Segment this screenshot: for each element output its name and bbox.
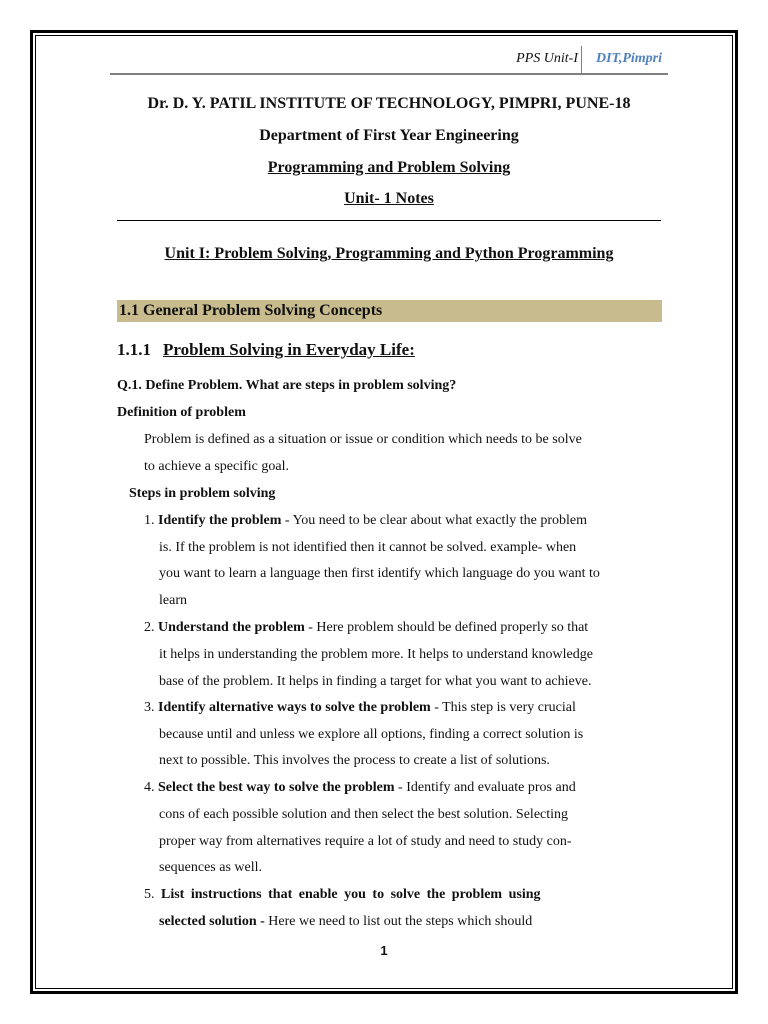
step-number: 1. <box>144 513 155 528</box>
definition-heading: Definition of problem <box>117 405 246 420</box>
unit-title: Unit I: Problem Solving, Programming and Python Programming <box>164 245 614 262</box>
course-title: Programming and Problem Solving <box>267 159 511 176</box>
department-title: Department of First Year Engineering <box>259 127 519 144</box>
header-separator <box>581 46 582 74</box>
step-title: Identify alternative ways to solve the problem <box>158 700 431 715</box>
step-item <box>144 887 541 903</box>
step-text <box>159 914 532 930</box>
step-title: Identify the problem <box>158 513 282 528</box>
question: Q.1. Define Problem. What are steps in problem solving? <box>117 378 457 393</box>
step-text: is. If the problem is not identified then it cannot be solved. example- when <box>159 540 577 555</box>
steps-heading: Steps in problem solving <box>129 486 276 501</box>
step-title-cont: selected solution - <box>159 914 265 929</box>
subsection-number: 1.1.1 <box>117 340 151 359</box>
step-text: cons of each possible solution and then select the best solution. Selecting <box>159 807 569 822</box>
header-institute: DIT,Pimpri <box>596 51 662 66</box>
step-item <box>144 700 576 716</box>
step-text: - You need to be clear about what exactly the problem <box>281 513 587 528</box>
step-number: 2. <box>144 620 155 635</box>
step-text: base of the problem. It helps in finding a target for what you want to achieve. <box>159 674 592 689</box>
header-unit: PPS Unit-I <box>516 51 578 66</box>
step-text: learn <box>159 593 187 608</box>
step-text: - Identify and evaluate pros and <box>394 780 576 795</box>
step-number: 3. <box>144 700 155 715</box>
step-text: next to possible. This involves the process to create a list of solutions. <box>159 753 550 768</box>
step-title: Select the best way to solve the problem <box>158 780 395 795</box>
step-text: you want to learn a language then first identify which language do you want to <box>159 566 600 581</box>
step-number: 5. <box>144 887 155 902</box>
step-item <box>144 513 587 529</box>
step-title: List instructions that enable you to solve the problem using <box>161 887 541 902</box>
title-rule <box>117 220 661 221</box>
definition-line: to achieve a specific goal. <box>144 459 289 474</box>
step-text: it helps in understanding the problem more. It helps to understand knowledge <box>159 647 593 662</box>
step-text: sequences as well. <box>159 860 263 875</box>
section-heading: 1.1 General Problem Solving Concepts <box>117 300 662 322</box>
page-number: 1 <box>380 943 388 958</box>
notes-title: Unit- 1 Notes <box>344 190 434 207</box>
step-text: - This step is very crucial <box>430 700 576 715</box>
step-item <box>144 620 588 636</box>
page-header <box>110 45 668 75</box>
step-item <box>144 780 576 796</box>
step-text: Here we need to list out the steps which should <box>264 914 533 929</box>
subsection-title: Problem Solving in Everyday Life: <box>163 340 415 359</box>
step-text: proper way from alternatives require a lot of study and need to study con- <box>159 834 572 849</box>
step-text: because until and unless we explore all options, finding a correct solution is <box>159 727 584 742</box>
step-text: - Here problem should be defined properly so that <box>304 620 589 635</box>
step-title: Understand the problem <box>158 620 305 635</box>
definition-line: Problem is defined as a situation or issue or condition which needs to be solve <box>144 432 582 447</box>
subsection-heading <box>117 340 415 360</box>
step-number: 4. <box>144 780 155 795</box>
institute-title: Dr. D. Y. PATIL INSTITUTE OF TECHNOLOGY, PIMPRI, PUNE-18 <box>147 95 631 112</box>
